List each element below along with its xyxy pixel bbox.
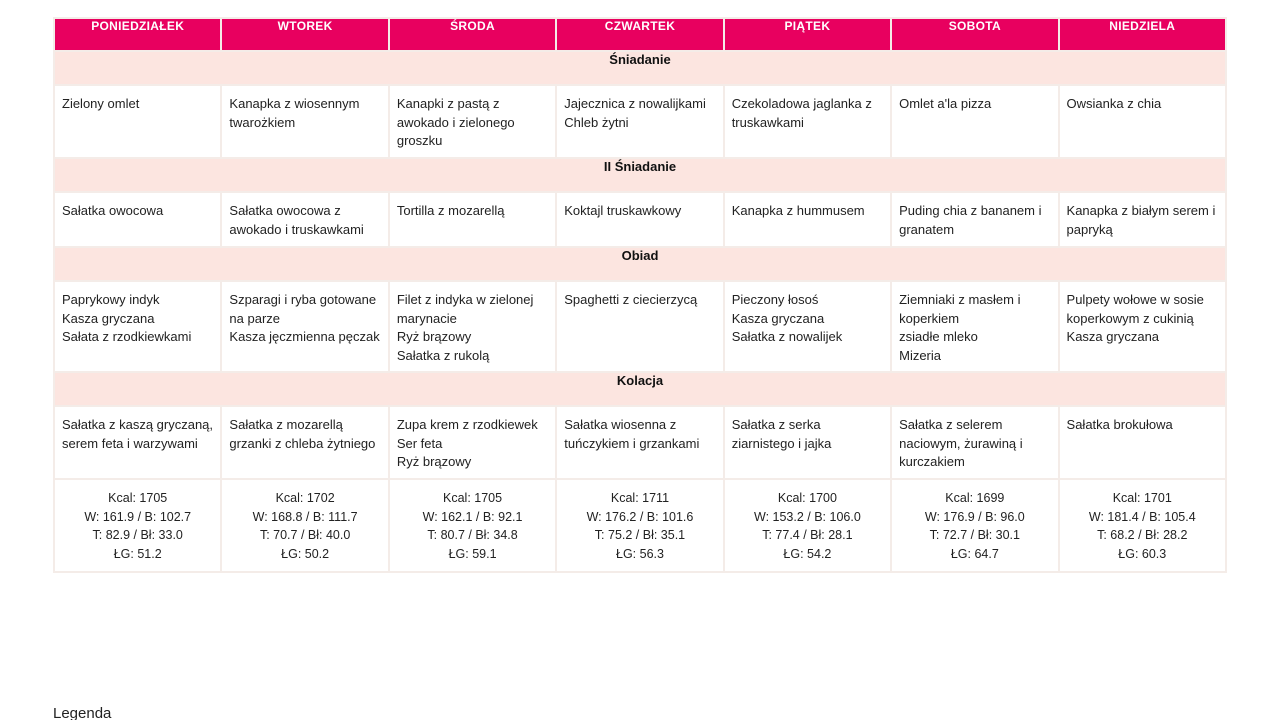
macro-value: W: 168.8 / B: 111.7 <box>252 509 358 524</box>
meal-item: Jajecznica z nowalijkami <box>564 96 706 111</box>
section-row-second-breakfast <box>54 158 1226 192</box>
section-row-breakfast <box>54 51 1226 85</box>
macro-value: ŁG: 54.2 <box>783 546 832 561</box>
section-title: Kolacja <box>54 372 1226 406</box>
macro-cell-wednesday <box>389 479 556 572</box>
macro-value: T: 82.9 / Bł: 33.0 <box>92 528 183 542</box>
meal-item: Sałatka z mozarellą <box>229 417 343 432</box>
meal-item: Sałatka z rukolą <box>396 347 490 363</box>
macro-value: ŁG: 51.2 <box>113 546 162 561</box>
macro-value: W: 176.9 / B: 96.0 <box>924 509 1025 524</box>
meal-item: Kasza gryczana <box>1066 329 1160 344</box>
meal-cell-tuesday <box>221 192 388 247</box>
meal-cell-thursday <box>556 281 723 372</box>
macro-value: T: 68.2 / Bł: 28.2 <box>1097 528 1188 542</box>
meal-item: grzanki z chleba żytniego <box>229 435 376 451</box>
section-title: Śniadanie <box>54 51 1226 85</box>
section-title: II Śniadanie <box>54 158 1226 192</box>
macro-value: Kcal: 1702 <box>275 491 335 505</box>
macro-value: ŁG: 50.2 <box>281 546 330 561</box>
macro-value: W: 162.1 / B: 92.1 <box>422 509 523 524</box>
meal-cell-tuesday <box>221 85 388 158</box>
meal-item: Sałatka wiosenna z tuńczykiem i grzankami <box>564 417 700 451</box>
day-header-monday: PONIEDZIAŁEK <box>54 18 221 51</box>
meal-item: Puding chia z bananem i granatem <box>899 203 1042 237</box>
macro-cell-tuesday <box>221 479 388 572</box>
meal-cell-sunday <box>1059 192 1226 247</box>
macro-value: W: 181.4 / B: 105.4 <box>1088 509 1196 524</box>
meal-item: Owsianka z chia <box>1066 96 1162 111</box>
macro-value: ŁG: 56.3 <box>616 546 664 561</box>
section-title: Obiad <box>54 247 1226 281</box>
meal-cell-tuesday <box>221 406 388 479</box>
macro-value: T: 75.2 / Bł: 35.1 <box>594 528 686 542</box>
meal-cell-saturday <box>891 85 1058 158</box>
macro-summary-row <box>54 479 1226 572</box>
macro-value: Kcal: 1700 <box>777 491 837 505</box>
meal-item: Sałatka owocowa <box>62 203 164 218</box>
macro-cell-sunday <box>1059 479 1226 572</box>
meal-item: Tortilla z mozarellą <box>396 203 505 218</box>
macro-cell-saturday <box>891 479 1058 572</box>
meal-item: Kanapka z wiosennym twarożkiem <box>229 96 360 130</box>
meal-item: Paprykowy indyk <box>62 292 160 307</box>
meal-cell-saturday <box>891 192 1058 247</box>
meal-cell-monday <box>54 281 221 372</box>
meal-cell-monday <box>54 406 221 479</box>
macro-cell-monday <box>54 479 221 572</box>
section-row-lunch <box>54 247 1226 281</box>
macro-value: ŁG: 60.3 <box>1118 546 1167 561</box>
day-header-wednesday: ŚRODA <box>389 18 556 51</box>
weekly-meal-plan-table <box>53 17 1227 573</box>
macro-cell-thursday <box>556 479 723 572</box>
meal-cell-sunday <box>1059 85 1226 158</box>
meal-item: Kanapki z pastą z awokado i zielonego groszku <box>396 96 515 148</box>
meal-cell-monday <box>54 85 221 158</box>
macro-value: Kcal: 1705 <box>443 491 503 505</box>
meal-item: Sałatka z selerem naciowym, żurawiną i kurczakiem <box>899 417 1023 469</box>
meal-cell-monday <box>54 192 221 247</box>
legend-heading: Legenda <box>53 705 112 720</box>
meal-item: Zielony omlet <box>62 96 140 111</box>
meal-item: zsiadłe mleko <box>899 329 978 344</box>
meal-item: Omlet a'la pizza <box>899 96 992 111</box>
meal-item: Sałatka z nowalijek <box>731 329 843 344</box>
meal-cell-tuesday <box>221 281 388 372</box>
meal-cell-thursday <box>556 192 723 247</box>
meal-item: Kasza jęczmienna pęczak <box>229 329 380 344</box>
meal-cell-friday <box>724 406 891 479</box>
day-header-sunday: NIEDZIELA <box>1059 18 1226 51</box>
meal-cell-sunday <box>1059 406 1226 479</box>
day-header-thursday: CZWARTEK <box>556 18 723 51</box>
section-row-dinner <box>54 372 1226 406</box>
macro-value: W: 153.2 / B: 106.0 <box>754 509 861 524</box>
meal-item: Chleb żytni <box>564 114 629 130</box>
meal-item: Pulpety wołowe w sosie koperkowym z cukinią <box>1066 292 1204 326</box>
meal-item: Ryż brązowy <box>396 454 472 469</box>
meal-cell-wednesday <box>389 281 556 372</box>
meal-item: Kanapka z hummusem <box>731 203 865 218</box>
meal-item: Sałata z rzodkiewkami <box>62 329 192 344</box>
macro-value: Kcal: 1699 <box>945 491 1005 505</box>
meals-row-dinner <box>54 406 1226 479</box>
meal-cell-sunday <box>1059 281 1226 372</box>
meal-item: Sałatka owocowa z awokado i truskawkami <box>229 203 364 237</box>
macro-value: ŁG: 64.7 <box>950 546 999 561</box>
macro-value: T: 77.4 / Bł: 28.1 <box>762 528 853 542</box>
meal-item: Sałatka z serka ziarnistego i jajka <box>731 417 832 451</box>
meal-cell-saturday <box>891 281 1058 372</box>
meal-item: Kanapka z białym serem i papryką <box>1066 203 1216 237</box>
meal-cell-thursday <box>556 85 723 158</box>
meal-cell-wednesday <box>389 85 556 158</box>
macro-value: T: 80.7 / Bł: 34.8 <box>427 528 518 542</box>
meal-cell-friday <box>724 85 891 158</box>
day-header-tuesday: WTOREK <box>221 18 388 51</box>
macro-value: Kcal: 1701 <box>1112 491 1172 505</box>
meal-cell-wednesday <box>389 406 556 479</box>
meal-cell-friday <box>724 192 891 247</box>
meal-cell-thursday <box>556 406 723 479</box>
meal-item: Sałatka z kaszą gryczaną, serem feta i warzywami <box>62 417 214 451</box>
meal-plan-body <box>54 51 1226 572</box>
meals-row-breakfast <box>54 85 1226 158</box>
macro-value: Kcal: 1705 <box>108 491 168 505</box>
meal-item: Spaghetti z ciecierzycą <box>564 292 698 307</box>
meal-item: Mizeria <box>899 347 942 363</box>
meal-item: Koktajl truskawkowy <box>564 203 682 218</box>
meals-row-lunch <box>54 281 1226 372</box>
meal-item: Pieczony łosoś <box>731 292 819 307</box>
day-header-friday: PIĄTEK <box>724 18 891 51</box>
macro-cell-friday <box>724 479 891 572</box>
meal-item: Sałatka brokułowa <box>1066 417 1173 432</box>
day-header-row <box>54 18 1226 51</box>
macro-value: W: 176.2 / B: 101.6 <box>586 509 694 524</box>
meal-item: Ziemniaki z masłem i koperkiem <box>899 292 1021 326</box>
meal-cell-wednesday <box>389 192 556 247</box>
meal-cell-friday <box>724 281 891 372</box>
meal-item: Czekoladowa jaglanka z truskawkami <box>731 96 872 130</box>
meal-cell-saturday <box>891 406 1058 479</box>
meal-item: Zupa krem z rzodkiewek <box>396 417 538 432</box>
macro-value: T: 72.7 / Bł: 30.1 <box>929 528 1020 542</box>
meals-row-second-breakfast <box>54 192 1226 247</box>
meal-item: Ser feta <box>396 435 443 451</box>
macro-value: T: 70.7 / Bł: 40.0 <box>259 528 351 542</box>
macro-value: ŁG: 59.1 <box>448 546 497 561</box>
day-header-saturday: SOBOTA <box>891 18 1058 51</box>
meal-item: Kasza gryczana <box>731 310 825 326</box>
meal-item: Kasza gryczana <box>62 310 155 326</box>
meal-item: Szparagi i ryba gotowane na parze <box>229 292 377 326</box>
meal-item: Ryż brązowy <box>396 329 472 344</box>
macro-value: W: 161.9 / B: 102.7 <box>84 509 192 524</box>
macro-value: Kcal: 1711 <box>610 491 670 505</box>
meal-item: Filet z indyka w zielonej marynacie <box>396 292 534 326</box>
